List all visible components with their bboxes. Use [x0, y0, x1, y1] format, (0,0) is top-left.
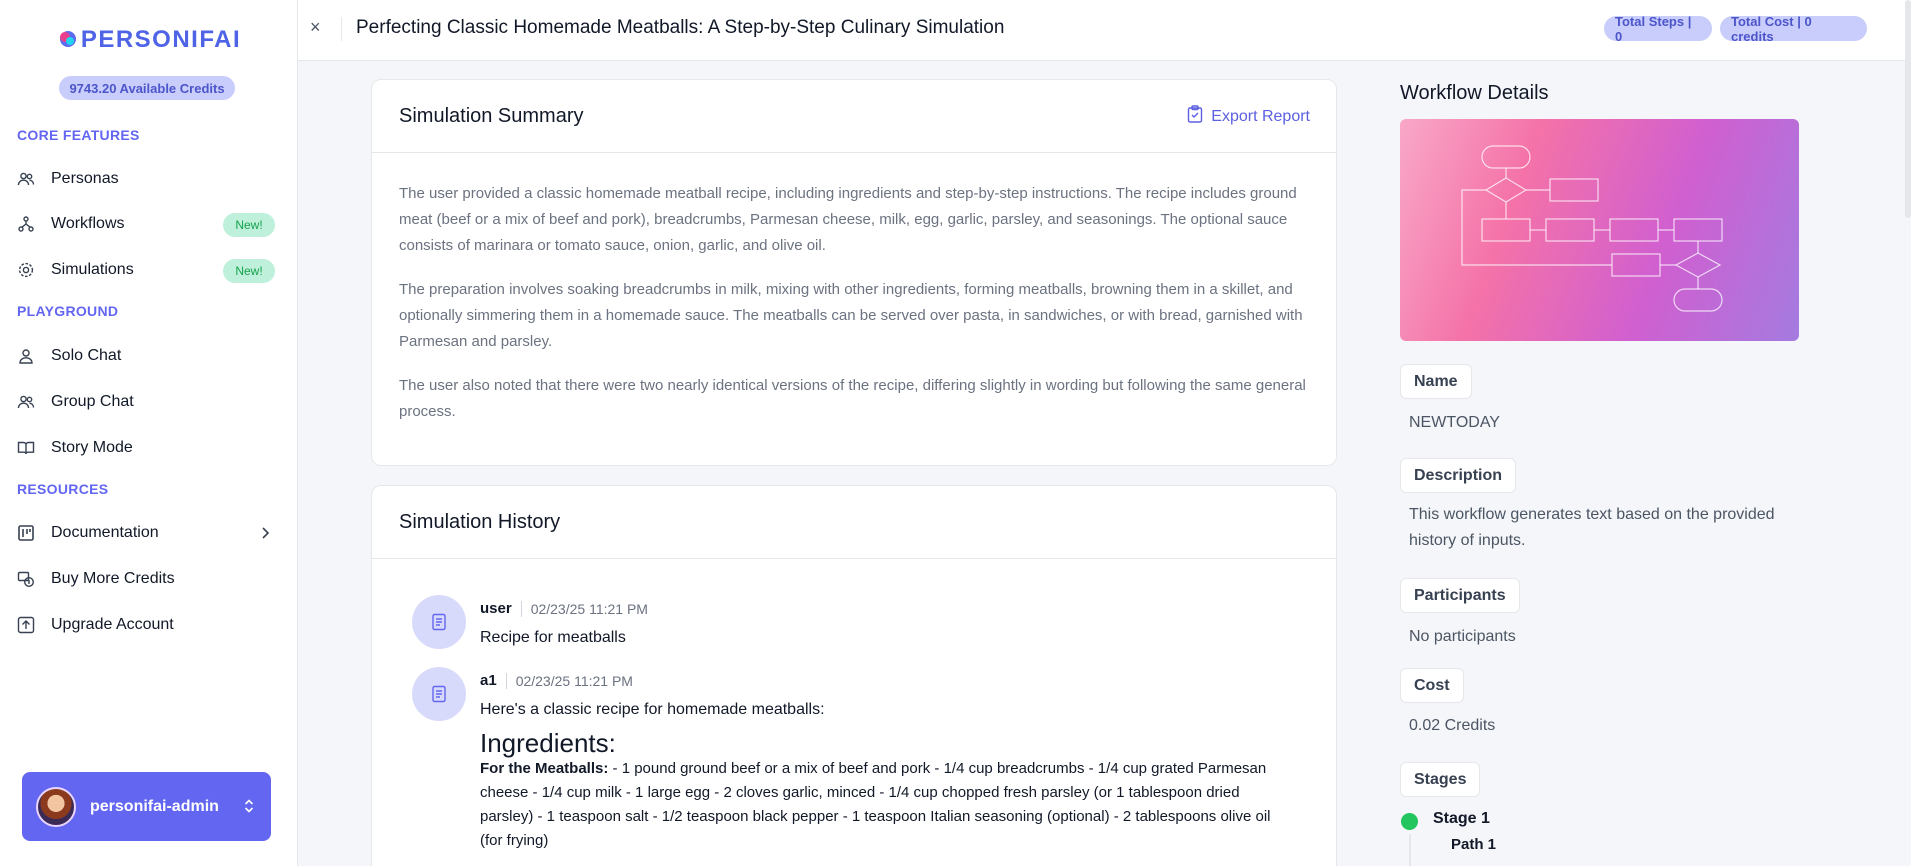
total-cost-badge: Total Cost | 0 credits [1720, 16, 1867, 41]
users-icon [17, 393, 35, 411]
users-icon [17, 170, 35, 188]
stage-status-dot [1401, 813, 1418, 830]
message-sender: user [480, 600, 512, 617]
message-text: Here's a classic recipe for homemade meatballs: [480, 701, 825, 718]
sidebar-item-label: Solo Chat [51, 347, 122, 364]
summary-body [372, 153, 1336, 425]
workflow-diagram-image [1400, 119, 1799, 341]
sidebar-item-solo-chat[interactable] [0, 336, 298, 376]
cost-value: 0.02 Credits [1409, 717, 1496, 734]
new-badge: New! [223, 259, 275, 283]
sidebar-item-documentation[interactable] [0, 513, 298, 553]
sidebar-item-label: Group Chat [51, 393, 134, 410]
close-button[interactable]: × [310, 17, 321, 37]
message-text: Recipe for meatballs [480, 629, 626, 646]
divider [506, 673, 507, 689]
stage-connector [1409, 834, 1411, 866]
section-resources: RESOURCES [17, 481, 109, 497]
new-badge: New! [223, 213, 275, 237]
document-icon [412, 667, 466, 721]
summary-paragraph: The user provided a classic homemade meatball recipe, including ingredients and step-by-step instructions. The recipe includes ground meat (beef or a mix of beef and pork), breadcrumbs, Parmesan cheese, milk, egg, garlic, parsley, and seasonings. The optional sauce consists of marinara or tomato sauce, onion, garlic, and olive oil. [399, 185, 1297, 254]
sidebar-item-upgrade-account[interactable] [0, 605, 298, 645]
sidebar-item-group-chat[interactable] [0, 382, 298, 422]
sidebar-item-label: Simulations [51, 261, 134, 278]
ingredients-list: - 1 pound ground beef or a mix of beef and pork - 1/4 cup breadcrumbs - 1/4 cup grated Parmesan cheese - 1/4 cup milk - 1 large egg - 2 cloves garlic, minced - 1/4 cup chopped fresh parsley (or 1 tablespoon dried parsley) - 1 teaspoon salt - 1/2 teaspoon black pepper - 1 teaspoon Italian seasoning (optional) - 2 tablespoons olive oil (for frying) [480, 760, 1271, 849]
brain-logo-icon [57, 29, 79, 51]
workflow-description-value: This workflow generates text based on the provided history of inputs. [1409, 506, 1775, 549]
sidebar-item-label: Buy More Credits [51, 570, 175, 587]
chevron-up-down-icon [243, 798, 255, 819]
credits-badge: 9743.20 Available Credits [59, 76, 235, 100]
sidebar-item-label: Documentation [51, 524, 159, 541]
message-timestamp: 02/23/25 11:21 PM [530, 600, 648, 617]
workflow-details-title: Workflow Details [1400, 82, 1549, 104]
card-title: Simulation History [399, 510, 561, 533]
sidebar-item-simulations[interactable] [0, 250, 298, 290]
path-name[interactable]: Path 1 [1451, 836, 1497, 853]
document-icon [412, 595, 466, 649]
user-menu-button[interactable] [22, 772, 271, 841]
book-icon [17, 439, 35, 457]
upload-icon [17, 616, 35, 634]
divider [521, 601, 522, 617]
total-steps-badge: Total Steps | 0 [1604, 16, 1712, 41]
ingredients-text [480, 757, 1290, 853]
clipboard-icon [1187, 105, 1203, 128]
export-report-label: Export Report [1211, 107, 1310, 125]
name-label: Name [1400, 364, 1472, 399]
sidebar-item-workflows[interactable] [0, 204, 298, 244]
sidebar-item-label: Story Mode [51, 439, 133, 456]
cost-label: Cost [1400, 668, 1464, 703]
card-title: Simulation Summary [399, 104, 584, 127]
ingredients-subheading: For the Meatballs: [480, 760, 609, 777]
chevron-right-icon [258, 526, 272, 540]
message-header [480, 672, 633, 689]
page-title: Perfecting Classic Homemade Meatballs: A Step-by-Step Culinary Simulation [356, 17, 1005, 38]
sidebar [0, 0, 298, 866]
gear-icon [17, 261, 35, 279]
workflow-icon [17, 215, 35, 233]
user-name: personifai-admin [90, 797, 219, 815]
message-header [480, 600, 648, 617]
sidebar-item-buy-credits[interactable] [0, 559, 298, 599]
card-header [372, 486, 1336, 559]
workflow-name-value: NEWTODAY [1409, 414, 1500, 431]
sidebar-item-label: Workflows [51, 215, 125, 232]
ingredients-heading: Ingredients: [480, 728, 616, 758]
participants-label: Participants [1400, 578, 1520, 613]
sidebar-item-label: Upgrade Account [51, 616, 174, 633]
avatar [36, 787, 76, 827]
scrollbar[interactable] [1905, 0, 1911, 218]
message-sender: a1 [480, 672, 497, 689]
brand-name: PERSONIFAI [80, 26, 242, 53]
export-report-button[interactable] [1187, 105, 1310, 128]
description-label: Description [1400, 458, 1516, 493]
simulation-summary-card [371, 79, 1337, 466]
summary-paragraph: The user also noted that there were two nearly identical versions of the recipe, differing slightly in wording but following the same general process. [399, 377, 1306, 420]
stage-name[interactable]: Stage 1 [1433, 810, 1490, 827]
user-icon [17, 347, 35, 365]
divider [341, 17, 342, 41]
summary-paragraph: The preparation involves soaking breadcrumbs in milk, mixing with other ingredients, forming meatballs, browning them in a skillet, and optionally simmering them in a homemade sauce. The meatballs can be served over pasta, in sandwiches, or with bread, garnished with Parmesan and parsley. [399, 281, 1303, 350]
card-header [372, 80, 1336, 153]
section-core-features: CORE FEATURES [17, 127, 140, 143]
sidebar-item-personas[interactable] [0, 159, 298, 199]
participants-value: No participants [1409, 628, 1516, 645]
coins-icon [17, 570, 35, 588]
docs-icon [17, 524, 35, 542]
message-timestamp: 02/23/25 11:21 PM [515, 672, 633, 689]
sidebar-item-label: Personas [51, 170, 119, 187]
stages-label: Stages [1400, 762, 1480, 797]
section-playground: PLAYGROUND [17, 303, 119, 319]
sidebar-item-story-mode[interactable] [0, 428, 298, 468]
brand-logo[interactable] [0, 26, 298, 54]
top-bar [298, 0, 1911, 61]
